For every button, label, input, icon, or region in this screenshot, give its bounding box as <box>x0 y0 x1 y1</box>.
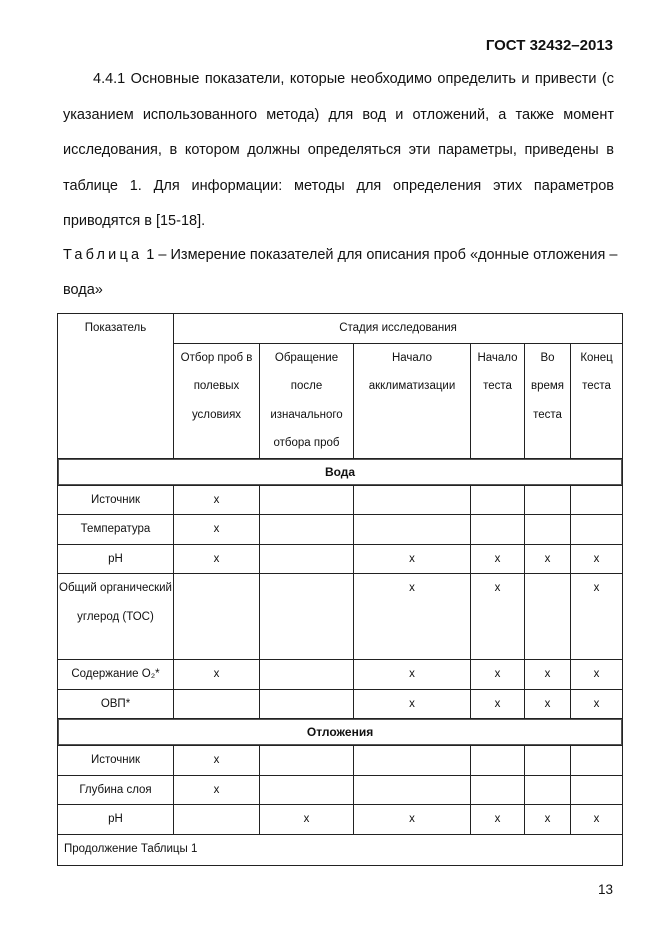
mark-cell: x <box>471 660 525 690</box>
mark-cell: x <box>471 574 525 660</box>
table-row <box>58 574 623 660</box>
stage-header-2: Начало акклиматизации <box>354 343 471 458</box>
row-label: Температура <box>58 515 174 545</box>
mark-cell <box>260 544 354 574</box>
row-label: ОВП* <box>58 689 174 719</box>
stage-header-3: Начало теста <box>471 343 525 458</box>
mark-cell: x <box>571 544 623 574</box>
mark-cell <box>354 515 471 545</box>
mark-cell <box>525 515 571 545</box>
mark-cell <box>260 775 354 805</box>
mark-cell <box>525 574 571 660</box>
mark-cell <box>525 485 571 515</box>
table-body <box>58 458 623 835</box>
mark-cell <box>571 746 623 776</box>
stage-header-1: Обращение после изначального отбора проб <box>260 343 354 458</box>
row-label: Источник <box>58 485 174 515</box>
mark-cell: x <box>525 660 571 690</box>
row-label: Глубина слоя <box>58 775 174 805</box>
mark-cell: x <box>174 515 260 545</box>
mark-cell <box>174 689 260 719</box>
mark-cell: x <box>354 805 471 835</box>
mark-cell: x <box>571 574 623 660</box>
mark-cell: x <box>525 805 571 835</box>
mark-cell <box>174 805 260 835</box>
table-row <box>58 515 623 545</box>
stage-header: Стадия исследования <box>174 314 623 344</box>
mark-cell <box>571 485 623 515</box>
mark-cell: x <box>260 805 354 835</box>
mark-cell: x <box>174 544 260 574</box>
mark-cell <box>471 775 525 805</box>
mark-cell: x <box>571 660 623 690</box>
mark-cell: x <box>174 775 260 805</box>
caption-label: Таблица <box>63 247 143 263</box>
mark-cell <box>525 775 571 805</box>
mark-cell <box>354 775 471 805</box>
mark-cell <box>471 746 525 776</box>
table-caption <box>63 238 623 308</box>
mark-cell: x <box>525 544 571 574</box>
mark-cell <box>354 485 471 515</box>
section-title: Отложения <box>58 719 623 746</box>
mark-cell: x <box>174 746 260 776</box>
row-label: pH <box>58 544 174 574</box>
section-title: Вода <box>58 458 623 485</box>
paragraph-text: 4.4.1 Основные показатели, которые необходимо определить и привести (с указанием использованного метода) для вод и отложений, а также момент исследования, в котором должны определяться эти параметры, приведены в таблице 1. Для информации: методы для определения этих параметров приводятся в [15-18]. <box>63 71 614 229</box>
mark-cell <box>260 746 354 776</box>
mark-cell: x <box>174 485 260 515</box>
mark-cell: x <box>571 805 623 835</box>
mark-cell <box>471 485 525 515</box>
mark-cell <box>260 485 354 515</box>
row-label: Источник <box>58 746 174 776</box>
table-row <box>58 544 623 574</box>
stage-header-4: Во время теста <box>525 343 571 458</box>
table-row <box>58 689 623 719</box>
caption-title: – Измерение показателей для описания проб «донные отложения – вода» <box>63 247 618 298</box>
mark-cell <box>174 574 260 660</box>
mark-cell: x <box>471 805 525 835</box>
mark-cell: x <box>354 574 471 660</box>
mark-cell <box>260 689 354 719</box>
table-row <box>58 775 623 805</box>
mark-cell: x <box>525 689 571 719</box>
mark-cell: x <box>471 689 525 719</box>
mark-cell: x <box>571 689 623 719</box>
mark-cell <box>260 515 354 545</box>
mark-cell <box>354 746 471 776</box>
table-row <box>58 746 623 776</box>
table-row <box>58 485 623 515</box>
mark-cell: x <box>174 660 260 690</box>
mark-cell: x <box>354 660 471 690</box>
mark-cell <box>571 515 623 545</box>
stage-header-0: Отбор проб в полевых условиях <box>174 343 260 458</box>
mark-cell: x <box>354 689 471 719</box>
row-label: pH <box>58 805 174 835</box>
mark-cell: x <box>471 544 525 574</box>
paragraph-4-4-1 <box>63 62 614 240</box>
mark-cell <box>571 775 623 805</box>
page-number: 13 <box>597 882 613 897</box>
table-row <box>58 660 623 690</box>
parameters-table <box>57 313 622 858</box>
mark-cell: x <box>354 544 471 574</box>
row-label: Общий органический углерод (ТОС) <box>58 574 174 660</box>
stage-header-5: Конец теста <box>571 343 623 458</box>
document-code: ГОСТ 32432–2013 <box>485 37 613 54</box>
row-label: Содержание O₂* <box>58 660 174 690</box>
mark-cell <box>260 660 354 690</box>
caption-number: 1 <box>146 247 155 263</box>
table-row <box>58 805 623 835</box>
mark-cell <box>260 574 354 660</box>
mark-cell <box>471 515 525 545</box>
table-continuation: Продолжение Таблицы 1 <box>58 835 623 866</box>
col-header-parameter: Показатель <box>58 314 174 459</box>
mark-cell <box>525 746 571 776</box>
